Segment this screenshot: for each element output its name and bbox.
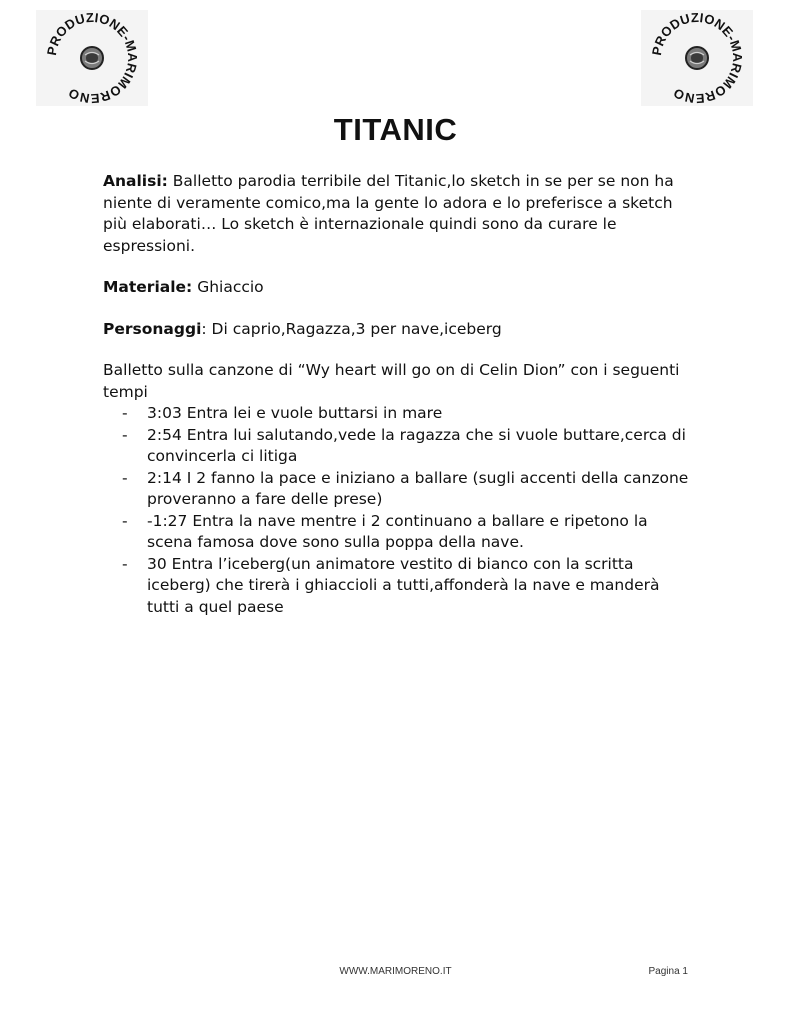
logo-text: PRODUZIONE-MARIMORENO bbox=[648, 10, 746, 106]
logo-text: PRODUZIONE-MARIMORENO bbox=[43, 10, 141, 106]
personaggi-paragraph bbox=[103, 319, 693, 341]
list-bullet: - bbox=[122, 404, 128, 422]
globe-seal-icon bbox=[36, 10, 148, 106]
list-item bbox=[103, 511, 693, 554]
brand-logo-right bbox=[641, 10, 753, 106]
list-item bbox=[103, 554, 693, 619]
document-body bbox=[103, 171, 693, 618]
list-item-text: 30 Entra l’iceberg(un animatore vestito di bianco con la scritta iceberg) che tirerà i ghiaccioli a tutti,affonderà la nave e manderà tutti a quel paese bbox=[147, 554, 660, 616]
list-item bbox=[103, 468, 693, 511]
analisi-text: Balletto parodia terribile del Titanic,lo sketch in se per se non ha niente di veramente comico,ma la gente lo adora e lo preferisce a sketch più elaborati… Lo sketch è internazionale quindi sono da curare le espressioni. bbox=[103, 172, 674, 255]
list-item bbox=[103, 403, 693, 425]
list-item-text: 2:14 I 2 fanno la pace e iniziano a ballare (sugli accenti della canzone proveranno a fare delle prese) bbox=[147, 468, 689, 508]
list-item-text: 2:54 Entra lui salutando,vede la ragazza che si vuole buttare,cerca di convincerla ci litiga bbox=[147, 425, 686, 465]
analisi-paragraph bbox=[103, 171, 693, 257]
footer-url: WWW.MARIMORENO.IT bbox=[339, 966, 452, 977]
intro-paragraph: Balletto sulla canzone di “Wy heart will go on di Celin Dion” con i seguenti tempi bbox=[103, 361, 680, 401]
list-item bbox=[103, 425, 693, 468]
list-bullet: - bbox=[122, 468, 128, 487]
materiale-paragraph bbox=[103, 277, 693, 299]
list-bullet: - bbox=[122, 425, 128, 444]
list-item-text: 3:03 Entra lei e vuole buttarsi in mare bbox=[147, 404, 443, 422]
personaggi-label: Personaggi bbox=[103, 319, 202, 338]
materiale-text: Ghiaccio bbox=[197, 278, 264, 296]
globe-seal-icon bbox=[641, 10, 753, 106]
personaggi-text: : Di caprio,Ragazza,3 per nave,iceberg bbox=[201, 319, 502, 338]
analisi-label: Analisi: bbox=[103, 172, 168, 190]
brand-logo-left bbox=[36, 10, 148, 106]
page-number: Pagina 1 bbox=[648, 966, 688, 977]
tempi-list bbox=[103, 403, 693, 618]
list-bullet: - bbox=[122, 511, 128, 530]
list-bullet: - bbox=[122, 554, 128, 573]
document-title: TITANIC bbox=[333, 112, 458, 147]
materiale-label: Materiale: bbox=[103, 278, 193, 296]
list-item-text: -1:27 Entra la nave mentre i 2 continuano a ballare e ripetono la scena famosa dove sono sulla poppa della nave. bbox=[147, 511, 648, 551]
